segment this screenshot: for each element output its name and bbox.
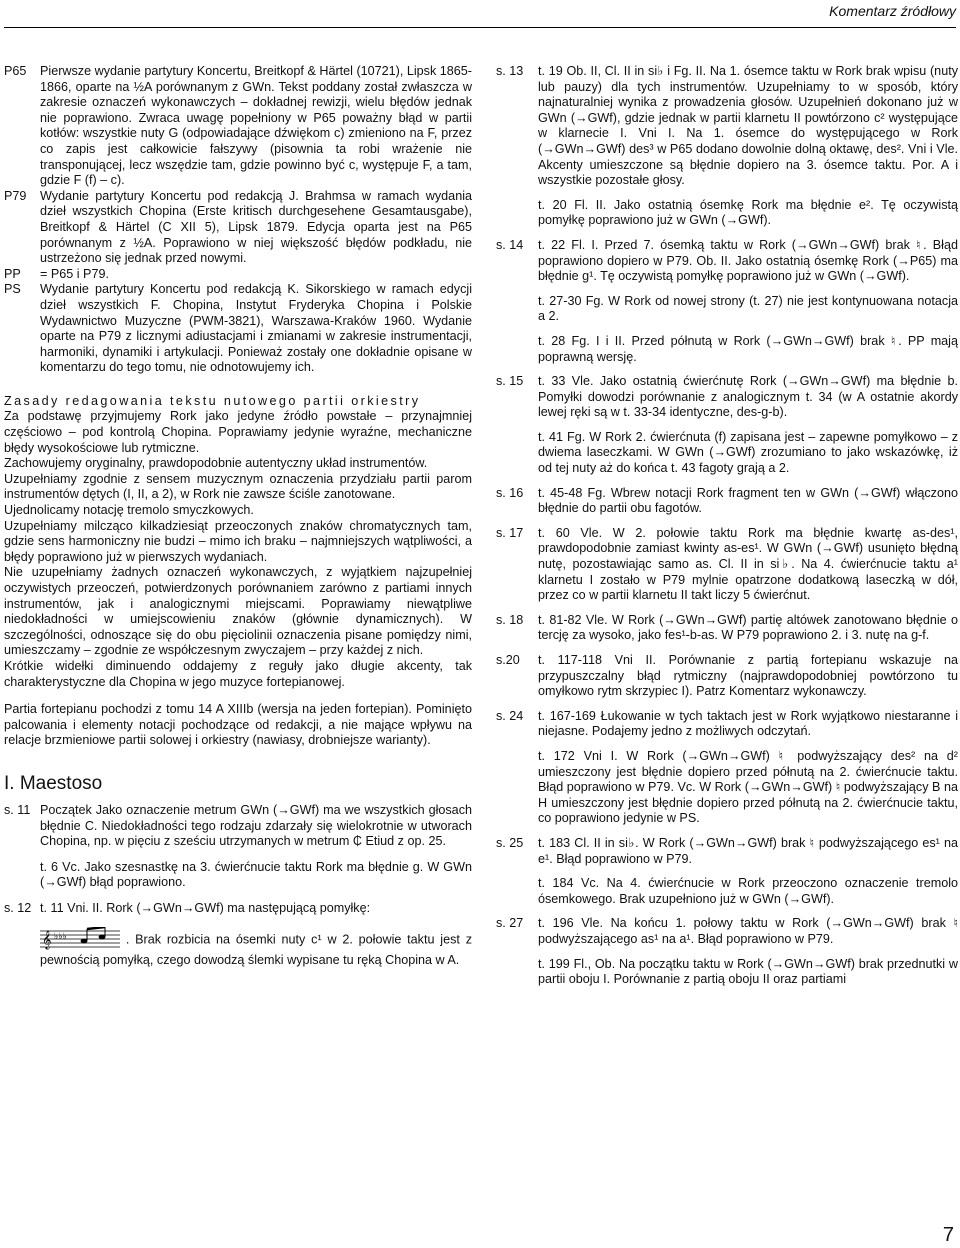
- source-label: PP: [4, 266, 21, 281]
- page-number: 7: [942, 1224, 954, 1247]
- note-entry: [4, 901, 472, 917]
- piano-part-paragraph: Partia fortepianu pochodzi z tomu 14 A XIIIb (wersja na jeden fortepian). Pominięto palcowania i elementy notacji pochodzące od redakcji, a nie mające wpływu na relacje brzmieniowe partii solowej i orkiestry (nawiasy, drobniejsze warianty).: [4, 702, 472, 748]
- note-text: t. 199 Fl., Ob. Na początku taktu w Rork (→GWn→GWf) brak przednutki w partii oboju I. Porównanie z partią oboju II oraz partiami: [538, 956, 958, 987]
- source-entry-ps: [4, 282, 472, 376]
- principles-paragraph: Zachowujemy oryginalny, prawdopodobnie autentyczny układ instrumentów.: [4, 456, 428, 471]
- note-text: t. 41 Fg. W Rork 2. ćwierćnuta (f) zapisana jest – zapewne pomyłkowo – z dwiema laseczkami. W GWn (→GWf) zrozumiano to jako wskazówkę, iż od tej nuty aż do końca t. 43 fagoty grają a 2.: [538, 429, 958, 476]
- note-text: t. 117-118 Vni II. Porównanie z partią fortepianu wskazuje na przypuszczalny błąd rytmiczny (najprawdopodobniej powtórzono tu omyłkowo rytm skrzypiec I). Patrz Komentarz wykonawczy.: [538, 653, 958, 699]
- note-entry: [496, 916, 958, 947]
- note-entry: [496, 836, 958, 867]
- principles-paragraph: Za podstawę przyjmujemy Rork jako jedyne źródło powstałe – przynajmniej częściowo – pod kontrolą Chopina. Poprawiamy jedynie wyraźne, mechaniczne błędy wysokościowe lub rytmiczne.: [4, 409, 472, 455]
- note-text: t. 27-30 Fg. W Rork od nowej strony (t. 27) nie jest kontynuowana notacja a 2.: [538, 293, 958, 324]
- note-entry: [496, 526, 958, 604]
- movement-heading: I. Maestoso: [4, 772, 103, 794]
- note-text: Początek Jako oznaczenie metrum GWn (→GWf) ma we wszystkich głosach błędnie C. Niedokładności tego rodzaju zdarzały się wielokrotnie w utworach Chopina, np. w pięciu z sześciu utrzymanych w metrum ₵ Etiud z op. 25.: [40, 802, 472, 849]
- source-description: = P65 i P79.: [40, 266, 109, 281]
- note-text: t. 6 Vc. Jako szesnastkę na 3. ćwierćnucie taktu Rork ma błędnie g. W GWn (→GWf) błąd poprawiono.: [40, 859, 472, 890]
- note-entry: [4, 927, 472, 969]
- source-label: P79: [4, 188, 27, 203]
- music-notation-icon: [40, 927, 120, 953]
- svg-text:♭♭♭: ♭♭♭: [54, 931, 67, 942]
- principles-paragraph: Uzupełniamy zgodnie z sensem muzycznym oznaczenia przydziału partii parom instrumentów dętych (I, II, a 2), w Rork nie zawsze ściśle zanotowane.: [4, 471, 472, 502]
- note-text: t. 184 Vc. Na 4. ćwierćnucie w Rork przeoczono oznaczenie tremolo ósemkowego. Brak uzupełniono już w GWn (→GWf).: [538, 876, 958, 906]
- note-entry: [496, 198, 958, 229]
- note-entry: [496, 238, 958, 285]
- principles-paragraph: Nie uzupełniamy żadnych oznaczeń wykonawczych, z wyjątkiem najzupełniej oczywistych przeoczeń, potwierdzonych porównaniem zarówno z partiami innych instrumentów, jak i analogicznymi miejscami. Poprawiamy niewątpliwe niedokładności w umiejscowieniu znaków (głównie dynamicznych). W szczególności, odnoszące się do obu pięciolinii oznaczenia pisane pomiędzy nimi, umieszczamy – zgodnie ze współczesnym zwyczajem – przy każdej z nich.: [4, 565, 472, 658]
- note-text: t. 22 Fl. I. Przed 7. ósemką taktu w Rork (→GWn→GWf) brak ♮. Błąd poprawiono dopiero w P79. Ob. II. Jako ostatnią ósemkę Rork (→P65) ma błędnie g¹. Tę oczywistą pomyłkę poprawiono już w GWn (→GWf).: [538, 237, 958, 284]
- note-page: s. 13: [496, 64, 524, 78]
- source-label: P65: [4, 64, 27, 78]
- note-text: t. 196 Vle. Na końcu 1. połowy taktu w Rork (→GWn→GWf) brak ♮ podwyższającego as¹ na a¹. Błąd poprawiono w P79.: [538, 916, 958, 946]
- note-page: s. 17: [496, 525, 524, 540]
- note-entry: [4, 860, 472, 891]
- source-entry-pp: [4, 267, 472, 283]
- principles-heading: Zasady redagowania tekstu nutowego partii orkiestry: [4, 393, 421, 408]
- note-page: s. 18: [496, 612, 524, 627]
- source-entry-p79: [4, 189, 472, 267]
- note-page: s. 27: [496, 916, 524, 931]
- note-entry: [496, 374, 958, 421]
- note-page: s. 12: [4, 900, 32, 915]
- note-entry: [496, 957, 958, 988]
- source-description: Wydanie partytury Koncertu pod redakcją K. Sikorskiego w ramach edycji dzieł wszystkich F. Chopina, Instytut Fryderyka Chopina i Polskie Wydawnictwo Muzyczne (PWM-3821), Warszawa-Kraków 1960. Wydanie oparte na P79 z licznymi adiustacjami i zmianami w zakresie instrumentacji, harmoniki, dynamiki i artykulacji. Ponieważ zostały one dokładnie opisane w komentarzu do tego tomu, nie odnotowujemy ich.: [40, 282, 472, 375]
- note-text: t. 167-169 Łukowanie w tych taktach jest w Rork wyjątkowo niestaranne i niejasne. Podajemy jedno z możliwych odczytań.: [538, 708, 958, 739]
- note-entry: [496, 613, 958, 644]
- note-entry: [496, 653, 958, 700]
- header-rule: [4, 27, 956, 28]
- note-page: s. 24: [496, 708, 524, 723]
- note-entry: [496, 486, 958, 517]
- note-page: s. 14: [496, 237, 524, 252]
- source-label: PS: [4, 282, 21, 297]
- note-page: s. 25: [496, 835, 524, 850]
- note-entry: [496, 430, 958, 477]
- principles-paragraph: Ujednolicamy notację tremolo smyczkowych.: [4, 503, 254, 518]
- note-text: t. 28 Fg. I i II. Przed półnutą w Rork (→GWn→GWf) brak ♮. PP mają poprawną wersję.: [538, 333, 958, 364]
- note-entry: [496, 334, 958, 365]
- page-header: [0, 0, 960, 28]
- note-text: t. 20 Fl. II. Jako ostatnią ósemkę Rork ma błędnie e². Tę oczywistą pomyłkę poprawiono już w GWn (→GWf).: [538, 197, 958, 228]
- note-text: t. 45-48 Fg. Wbrew notacji Rork fragment ten w GWn (→GWf) włączono błędnie do partii obu fagotów.: [538, 485, 958, 516]
- note-text: t. 11 Vni. II. Rork (→GWn→GWf) ma następującą pomyłkę:: [40, 900, 371, 915]
- running-title: Komentarz źródłowy: [829, 3, 956, 19]
- note-text: t. 19 Ob. II, Cl. II in si♭ i Fg. II. Na 1. ósemce taktu w Rork brak wpisu (nuty lub pauzy) dla tych instrumentów. Uzupełniamy to w sposób, który najnaturalniej wynika z prowadzenia głosów. Uzupełnień dokonano już w GWn (→GWf), gdzie jednak w partii klarnetu II powtórzono c² występujące w klarnecie I. Vni I. Na 1. ósemce do występującego w Rork (→GWn→GWf) des³ w P65 dodano dowolnie dolną oktawę, des². Vni i Vle. Akcenty umieszczone są błędnie dopiero na 3. ósemce taktu. Por. A i wszystkie pozostałe głosy.: [538, 64, 958, 188]
- note-entry: [496, 64, 958, 189]
- principles-paragraph: Uzupełniamy milcząco kilkadziesiąt przeoczonych znaków chromatycznych tam, gdzie sens harmoniczny nie budzi – mimo ich braku – najmniejszych wątpliwości, a błędy poprawiono już w pierwszych wydaniach.: [4, 518, 472, 564]
- principles-paragraph: Krótkie widełki diminuendo oddajemy z reguły jako długie akcenty, tak charakterystyczne dla Chopina w jego muzyce fortepianowej.: [4, 658, 472, 689]
- note-page: s.20: [496, 653, 520, 667]
- note-page: s. 16: [496, 485, 524, 500]
- note-page: s. 11: [4, 802, 31, 817]
- note-text: t. 33 Vle. Jako ostatnią ćwierćnutę Rork (→GWn→GWf) ma błędnie b. Pomyłki dowodzi porównanie z analogicznym t. 34 (w A ostatnie akordy lewej ręki są w t. 33-34 identyczne, des-g-b).: [538, 374, 958, 420]
- note-entry: [496, 876, 958, 907]
- source-description: Wydanie partytury Koncertu pod redakcją J. Brahmsa w ramach wydania dzieł wszystkich Chopina (Erste kritisch durchgesehene Gesamtausgabe), Breitkopf & Härtel (C XII 5), Lipsk 1879. Edycja oparta jest na P65 porównanym z ½A. Poprawiono w niej większość błędów podkładu, nie ustrzeżono się jednak przed nowymi.: [40, 188, 472, 266]
- note-page: s. 15: [496, 374, 524, 389]
- note-text: t. 183 Cl. II in si♭. W Rork (→GWn→GWf) brak ♮ podwyższającego es¹ na e¹. Błąd poprawiono w P79.: [538, 835, 958, 866]
- note-text: t. 81-82 Vle. W Rork (→GWn→GWf) partię altówek zanotowano błędnie o tercję za wysoko, jako fes¹-b-as. W P79 poprawiono 2. i 3. nutę na g-f.: [538, 612, 958, 643]
- note-entry: [4, 803, 472, 850]
- note-entry: [496, 749, 958, 827]
- note-text: . Brak rozbicia na ósemki nuty c¹ w 2. połowie taktu jest z pewnością pomyłką, czego dowodzą ślemki wypisane tu ręką Chopina w A.: [40, 931, 472, 967]
- note-entry: [496, 709, 958, 740]
- note-entry: [496, 294, 958, 325]
- left-column: [4, 64, 472, 1204]
- note-text: t. 60 Vle. W 2. połowie taktu Rork ma błędnie kwartę as-des¹, prawdopodobnie zamiast kwinty as-es¹. W GWn (→GWf) usunięto błędną nutę, pozostawiając samo as. Cl. II in si♭. Na 4. ćwierćnucie taktu a¹ klarnetu I zostało w P79 mylnie opatrzone dodatkową laseczką w dół, przez co w partii klarnetu II takt liczy 5 ćwierćnut.: [538, 525, 958, 603]
- source-entry-p65: [4, 64, 472, 189]
- right-column: [496, 64, 958, 1204]
- note-text: t. 172 Vni I. W Rork (→GWn→GWf) ♮ podwyższający des² na d² umieszczony jest błędnie dopiero przed półnutą na 2. ćwierćnucie taktu. Błąd poprawiono w P79. Vc. W Rork (→GWn→GWf) ♮ podwyższający B na H umieszczony jest błędnie dopiero przed półnutą na 2. ćwierćnucie taktu, co poprawiono jedynie w PS.: [538, 748, 958, 826]
- svg-text:𝄞: 𝄞: [42, 929, 52, 949]
- source-description: Pierwsze wydanie partytury Koncertu, Breitkopf & Härtel (10721), Lipsk 1865-1866, oparte na ½A porównanym z GWn. Tekst poddany został zwłaszcza w zakresie oznaczeń wykonawczych – dokładnej rewizji, wielu błędów jednak nie poprawiono. Zwraca uwagę popełniony w P65 poważny błąd w partii kotłów: wszystkie nuty G (odpowiadające dźwiękom c) zmieniono na F, przez co zapis jest całkowicie fałszywy (pisownia ta robi wrażenie nie transponującej, lecz wszędzie tam, gdzie powinno być c, występuje F, a tam, gdzie F (f) – c).: [40, 64, 472, 188]
